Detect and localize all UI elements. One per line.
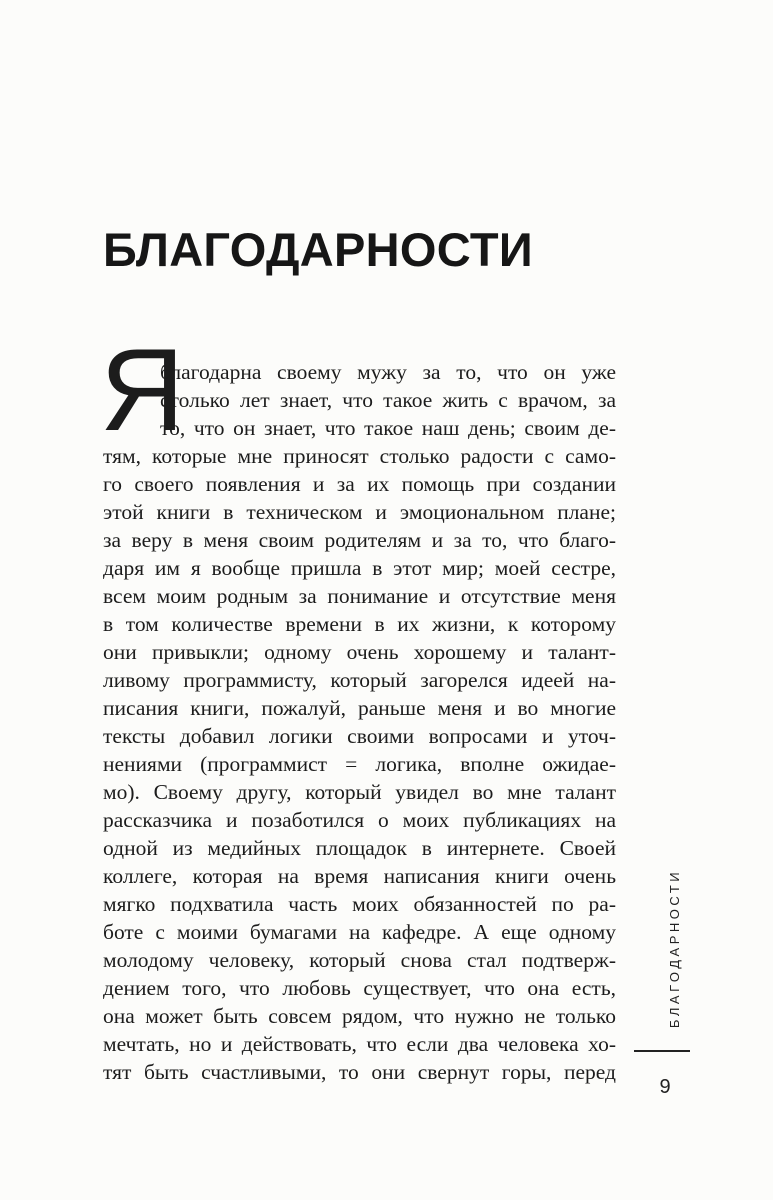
text-line: тексты добавил логики своими вопросами и уточ- [103,724,616,748]
text-line: они привыкли; одному очень хорошему и талант- [103,640,616,664]
text-line: мечтать, но и действовать, что если два человека хо- [103,1032,616,1056]
running-header-text: БЛАГОДАРНОСТИ [667,868,683,1028]
text-line: тям, которые мне приносят столько радости с само- [103,444,616,468]
text-line: го своего появления и за их помощь при создании [103,472,616,496]
text-line: она может быть совсем рядом, что нужно не только [103,1004,616,1028]
text-line: тят быть счастливыми, то они свернут горы, перед [103,1060,616,1084]
text-line: этой книги в техническом и эмоциональном плане; [103,500,616,524]
text-line: одной из медийных площадок в интернете. Своей [103,836,616,860]
text-line: боте с моими бумагами на кафедре. А еще одному [103,920,616,944]
text-line: мо). Своему другу, который увидел во мне талант [103,780,616,804]
page-number: 9 [659,1076,671,1098]
chapter-heading: БЛАГОДАРНОСТИ [103,223,533,276]
text-line: мягко подхватила часть моих обязанностей по ра- [103,892,616,916]
text-line: молодому человеку, который снова стал подтверж- [103,948,616,972]
text-line: дением того, что любовь существует, что она есть, [103,976,616,1000]
text-line: всем моим родным за понимание и отсутствие меня [103,584,616,608]
text-line: в том количестве времени в их жизни, к которому [103,612,616,636]
text-line: коллеге, которая на время написания книги очень [103,864,616,888]
text-line: нениями (программист = логика, вполне ожидае- [103,752,616,776]
text-line: столько лет знает, что такое жить с врачом, за [160,388,616,412]
divider-rule [634,1050,690,1052]
text-line: ливому программисту, который загорелся идеей на- [103,668,616,692]
running-header [663,868,687,1028]
text-line: рассказчика и позаботился о моих публикациях на [103,808,616,832]
text-line: писания книги, пожалуй, раньше меня и во многие [103,696,616,720]
drop-cap: Я [100,324,185,455]
text-line: даря им я вообще пришла в этот мир; моей сестре, [103,556,616,580]
text-line: благодарна своему мужу за то, что он уже [160,360,616,384]
text-line: за веру в меня своим родителям и за то, что благо- [103,528,616,552]
text-line: то, что он знает, что такое наш день; своим де- [160,416,616,440]
